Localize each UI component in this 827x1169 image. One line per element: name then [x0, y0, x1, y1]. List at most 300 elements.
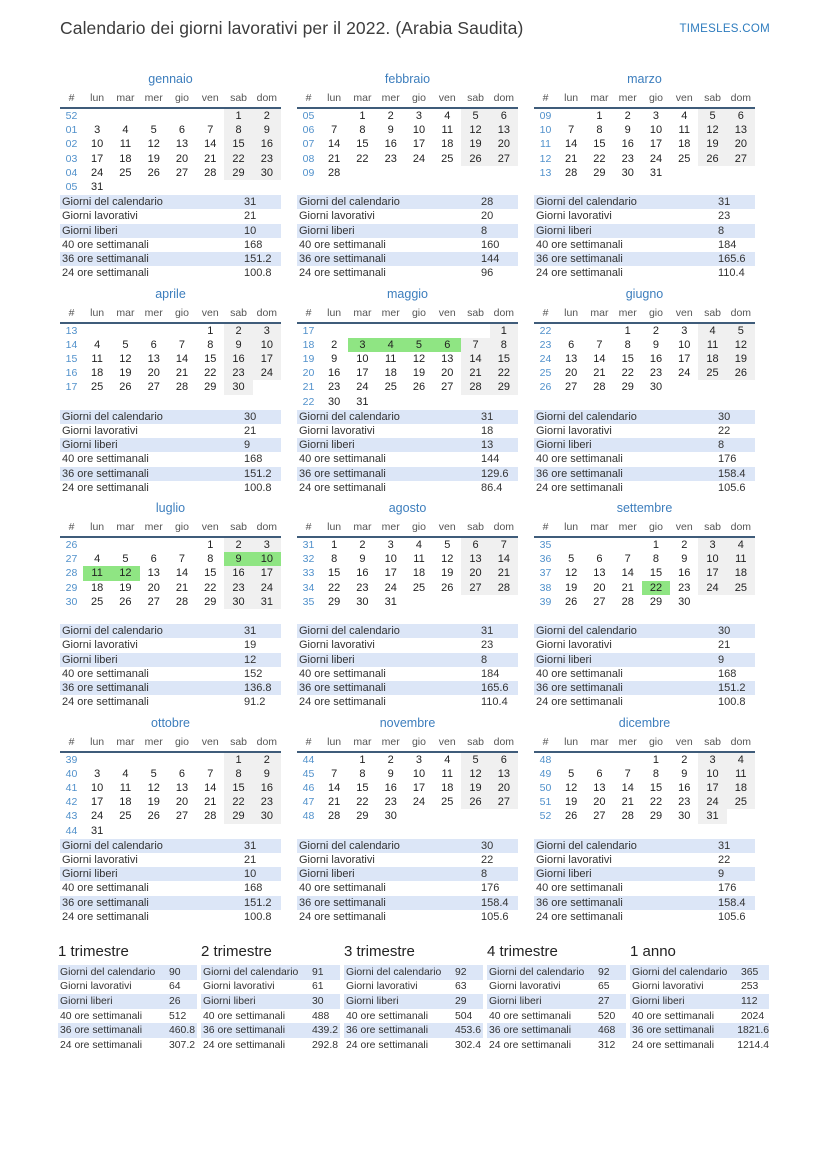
weekday-header: #: [534, 735, 557, 752]
month-stats-table: [534, 839, 755, 925]
stats-row: [297, 624, 518, 638]
day-cell: [433, 809, 461, 823]
stat-value: 9: [718, 868, 725, 881]
day-cell: 15: [649, 567, 663, 580]
day-cell: 3: [253, 323, 281, 338]
calendar-head: [297, 520, 518, 537]
weekday-header: dom: [727, 735, 755, 752]
weekday-header: gio: [168, 520, 196, 537]
week-row: [297, 795, 518, 809]
stat-value: 91.2: [244, 696, 266, 709]
weekday-header: sab: [698, 306, 726, 323]
stat-value: 21: [244, 424, 257, 437]
day-cell: 14: [593, 352, 606, 365]
stat-value: 31: [481, 625, 494, 637]
day-cell: 4: [122, 767, 129, 780]
day-cell: [433, 323, 461, 338]
stats-row: [534, 224, 755, 238]
stat-label: 24 ore settimanali: [299, 267, 386, 280]
week-number: 35: [302, 595, 315, 608]
day-cell: 24: [412, 796, 426, 809]
day-cell: 22: [593, 152, 606, 165]
stat-value: 12: [244, 653, 257, 666]
months-grid: [60, 70, 755, 928]
weekday-header: sab: [224, 306, 252, 323]
day-cell: [405, 595, 433, 609]
week-number: 29: [65, 581, 78, 594]
summary-label: 40 ore settimanali: [60, 1010, 143, 1022]
day-cell: 24: [698, 795, 726, 809]
day-cell: 9: [652, 338, 660, 351]
day-cell: 17: [91, 152, 104, 165]
day-cell: 13: [490, 123, 518, 137]
day-cell: [727, 809, 755, 823]
week-number: 51: [539, 796, 552, 809]
day-cell: [490, 595, 518, 609]
holiday-cell: 6: [433, 338, 461, 352]
day-cell: [320, 323, 348, 338]
week-number: 45: [302, 767, 315, 780]
summary-title: 1 trimestre: [58, 943, 129, 960]
day-cell: 19: [441, 567, 454, 580]
week-row: [297, 595, 518, 609]
week-row: [534, 552, 755, 566]
stat-label: Giorni del calendario: [62, 625, 163, 637]
day-cell: [196, 752, 224, 767]
day-cell: 14: [204, 138, 217, 151]
day-cell: 26: [412, 381, 426, 394]
day-cell: 22: [224, 152, 252, 166]
day-cell: 24: [698, 581, 726, 595]
stats-row: [297, 839, 518, 853]
day-cell: 17: [412, 138, 426, 151]
day-cell: [698, 380, 726, 394]
weekday-header: ven: [433, 520, 461, 537]
day-cell: 29: [649, 810, 663, 823]
weekday-header: dom: [253, 735, 281, 752]
summary-label: 24 ore settimanali: [203, 1039, 286, 1051]
day-cell: 16: [253, 137, 281, 151]
weekday-header: mar: [585, 520, 613, 537]
week-number: 52: [539, 810, 552, 823]
week-row: [534, 338, 755, 352]
holiday-cell: 3: [348, 338, 376, 352]
weekday-header: sab: [461, 735, 489, 752]
day-cell: 16: [356, 567, 369, 580]
day-cell: 19: [727, 352, 755, 366]
month-stats-body: [297, 410, 518, 496]
day-cell: 2: [224, 537, 252, 552]
week-row: [60, 566, 281, 580]
weekday-header: ven: [433, 91, 461, 108]
summary-row: [487, 965, 626, 980]
summary-label: 24 ore settimanali: [346, 1039, 429, 1051]
summary-row: [58, 965, 197, 980]
day-cell: 27: [175, 166, 189, 179]
day-cell: 22: [356, 796, 369, 809]
month-stats-body: [534, 839, 755, 925]
week-number: 26: [65, 539, 78, 551]
day-cell: 3: [698, 752, 726, 767]
week-number: 14: [65, 338, 78, 351]
week-number: 26: [539, 381, 552, 394]
day-cell: 5: [727, 323, 755, 338]
week-row: [534, 781, 755, 795]
day-cell: 14: [175, 352, 189, 365]
weekday-header: #: [297, 520, 320, 537]
day-cell: 4: [94, 338, 101, 351]
day-cell: 8: [224, 123, 252, 137]
stats-row: [60, 266, 281, 280]
weekday-header: mar: [111, 91, 139, 108]
day-cell: 27: [461, 581, 489, 595]
calendar-body: [60, 537, 281, 609]
stat-label: Giorni del calendario: [62, 196, 163, 208]
stat-value: 151.2: [718, 682, 746, 695]
weekday-header: gio: [405, 91, 433, 108]
day-cell: 31: [253, 595, 281, 609]
day-cell: 13: [461, 552, 489, 566]
day-cell: 25: [91, 595, 104, 608]
month-stats-body: [60, 839, 281, 925]
stat-label: 24 ore settimanali: [536, 696, 623, 709]
week-number: 17: [65, 381, 78, 394]
stat-value: 20: [481, 210, 494, 223]
stat-label: 40 ore settimanali: [62, 882, 149, 895]
week-row: [60, 108, 281, 123]
day-cell: 20: [593, 581, 606, 594]
stats-row: [60, 481, 281, 495]
stat-label: 40 ore settimanali: [536, 453, 623, 466]
calendar-table: [534, 91, 755, 180]
day-cell: 26: [698, 152, 726, 166]
week-row: [297, 366, 518, 380]
day-cell: 20: [175, 796, 189, 809]
stat-label: Giorni del calendario: [536, 625, 637, 637]
stats-row: [297, 438, 518, 452]
day-cell: 17: [698, 566, 726, 580]
week-row: [60, 137, 281, 151]
day-cell: 7: [624, 553, 631, 566]
stat-label: Giorni liberi: [62, 224, 118, 237]
day-cell: 30: [224, 380, 252, 394]
stat-label: 40 ore settimanali: [62, 453, 149, 466]
day-cell: [405, 395, 433, 409]
day-cell: 15: [224, 781, 252, 795]
week-number: 04: [65, 166, 78, 179]
summary-value: 468: [598, 1025, 616, 1037]
day-cell: 14: [328, 781, 341, 794]
stat-value: 21: [718, 639, 731, 652]
day-cell: 23: [328, 381, 341, 394]
week-row: [60, 795, 281, 809]
stats-row: [534, 638, 755, 652]
week-row: [60, 781, 281, 795]
stat-label: Giorni lavorativi: [62, 424, 138, 437]
month-stats-table: [297, 624, 518, 710]
summary-row: [344, 994, 483, 1009]
day-cell: 26: [565, 810, 578, 823]
holiday-cell: 10: [253, 552, 281, 566]
summary-value: 365: [741, 966, 759, 978]
stats-row: [60, 438, 281, 452]
week-row: [297, 380, 518, 394]
week-row: [60, 809, 281, 823]
stat-value: 23: [718, 210, 731, 223]
day-cell: 6: [178, 124, 186, 137]
day-cell: 14: [204, 781, 217, 794]
week-row: [60, 581, 281, 595]
stat-label: Giorni liberi: [299, 653, 355, 666]
summary-value: 112: [741, 995, 758, 1007]
day-cell: [405, 323, 433, 338]
day-cell: 7: [490, 537, 518, 552]
day-cell: 10: [698, 767, 726, 781]
day-cell: 11: [413, 553, 425, 566]
summary-value: 65: [598, 981, 610, 993]
day-cell: 2: [387, 753, 394, 766]
stat-label: 40 ore settimanali: [536, 667, 623, 680]
weekday-header: mer: [614, 91, 642, 108]
summary-row: [201, 980, 340, 995]
week-row: [297, 166, 518, 180]
weekday-header: dom: [253, 306, 281, 323]
day-cell: 30: [384, 810, 397, 823]
day-cell: 27: [593, 595, 606, 608]
summary-value: 292.8: [312, 1039, 339, 1051]
day-cell: 21: [175, 367, 189, 380]
day-cell: 13: [565, 352, 578, 365]
stats-row: [60, 653, 281, 667]
summary-value: 26: [169, 995, 181, 1007]
day-cell: 27: [490, 152, 518, 166]
stat-label: 24 ore settimanali: [62, 267, 149, 280]
day-cell: 4: [415, 539, 423, 551]
stats-row: [534, 252, 755, 266]
calendar-head: [534, 735, 755, 752]
weekday-header: dom: [490, 735, 518, 752]
day-cell: 18: [91, 581, 104, 594]
weekday-header: lun: [83, 91, 111, 108]
stats-row: [60, 238, 281, 252]
summary-value: 488: [312, 1010, 330, 1022]
stat-value: 10: [244, 868, 257, 881]
stats-row: [297, 209, 518, 223]
day-cell: 21: [175, 581, 189, 594]
brand-link[interactable]: TIMESLES.COM: [679, 23, 770, 35]
day-cell: 28: [175, 595, 189, 608]
day-cell: [727, 595, 755, 609]
weekday-header: ven: [196, 91, 224, 108]
weekday-header: lun: [320, 91, 348, 108]
weekday-header: gio: [642, 520, 670, 537]
day-cell: 18: [384, 367, 397, 380]
day-cell: 28: [204, 810, 217, 823]
stat-label: 40 ore settimanali: [62, 238, 149, 251]
weekday-header: dom: [490, 520, 518, 537]
calendar-head: [534, 91, 755, 108]
stat-label: Giorni lavorativi: [536, 210, 612, 223]
day-cell: 1: [596, 110, 603, 122]
day-cell: 27: [441, 381, 454, 394]
day-cell: 15: [593, 138, 606, 151]
week-number: 35: [539, 539, 552, 551]
weekday-header-row: [297, 520, 518, 537]
stats-row: [60, 867, 281, 881]
weekday-header: dom: [727, 520, 755, 537]
day-cell: 15: [204, 567, 217, 580]
day-cell: 29: [328, 595, 341, 608]
day-cell: 15: [224, 137, 252, 151]
summary-value: 29: [455, 995, 467, 1007]
week-number: 49: [539, 767, 552, 780]
week-number: 08: [302, 152, 315, 165]
day-cell: 14: [565, 138, 578, 151]
day-cell: 25: [384, 381, 397, 394]
stats-row: [297, 452, 518, 466]
day-cell: [433, 395, 461, 409]
calendar-body: [534, 323, 755, 395]
weekday-header: sab: [461, 306, 489, 323]
stat-value: 168: [244, 882, 263, 895]
weekday-header: lun: [83, 520, 111, 537]
weekday-header: lun: [557, 91, 585, 108]
stat-value: 8: [718, 224, 725, 237]
day-cell: 19: [565, 581, 578, 594]
day-cell: 21: [461, 366, 489, 380]
day-cell: 11: [698, 338, 726, 352]
day-cell: [585, 537, 613, 552]
day-cell: 19: [565, 796, 578, 809]
weekday-header: #: [534, 520, 557, 537]
week-row: [60, 595, 281, 609]
day-cell: 31: [91, 824, 104, 837]
day-cell: 3: [415, 753, 423, 766]
day-cell: 17: [91, 796, 104, 809]
stat-value: 8: [481, 224, 488, 237]
day-cell: [585, 752, 613, 767]
week-number: 47: [302, 796, 315, 809]
summary-value: 1214.4: [737, 1039, 769, 1051]
calendar-head: [60, 520, 281, 537]
day-cell: 16: [678, 567, 691, 580]
day-cell: 19: [147, 796, 160, 809]
day-cell: 12: [147, 781, 160, 794]
day-cell: 18: [91, 367, 104, 380]
day-cell: 8: [490, 338, 518, 352]
weekday-header: mer: [614, 520, 642, 537]
summary-value: 63: [455, 981, 467, 993]
stat-value: 105.6: [718, 481, 746, 494]
month-marzo: [534, 70, 755, 285]
calendar-table: [297, 520, 518, 609]
weekday-header: ven: [196, 306, 224, 323]
summary-title: 3 trimestre: [344, 943, 415, 960]
day-cell: 5: [122, 553, 129, 566]
stat-label: 40 ore settimanali: [299, 667, 386, 680]
summary-value: 92: [598, 966, 610, 978]
day-cell: 11: [384, 352, 397, 365]
day-cell: 6: [596, 553, 603, 566]
day-cell: 1: [207, 324, 214, 337]
weekday-header-row: [60, 520, 281, 537]
stats-row: [534, 410, 755, 424]
calendar-table: [534, 520, 755, 609]
summary-block: [58, 943, 197, 1053]
day-cell: 12: [698, 123, 726, 137]
month-stats-body: [297, 839, 518, 925]
stat-label: 24 ore settimanali: [299, 696, 386, 709]
week-number: 46: [302, 781, 315, 794]
day-cell: [168, 108, 196, 123]
week-row: [60, 380, 281, 394]
stat-label: 36 ore settimanali: [536, 467, 623, 480]
weekday-header: mar: [348, 306, 376, 323]
week-row: [297, 323, 518, 338]
day-cell: 3: [94, 124, 101, 137]
weekday-header: mer: [140, 306, 168, 323]
day-cell: [196, 824, 224, 838]
day-cell: 15: [328, 567, 341, 580]
day-cell: 9: [253, 123, 281, 137]
day-cell: 30: [253, 809, 281, 823]
week-number: 02: [65, 138, 78, 151]
stats-row: [534, 195, 755, 209]
day-cell: 8: [207, 553, 214, 566]
stat-value: 31: [481, 410, 494, 423]
calendar-area: [534, 72, 755, 195]
day-cell: 28: [621, 810, 634, 823]
stat-label: Giorni del calendario: [299, 839, 400, 852]
weekday-header: #: [60, 91, 83, 108]
month-stats-body: [534, 195, 755, 281]
day-cell: [253, 380, 281, 394]
stats-row: [60, 681, 281, 695]
stats-row: [534, 238, 755, 252]
month-agosto: [297, 499, 518, 714]
weekday-header: mar: [585, 91, 613, 108]
month-title: settembre: [616, 501, 673, 515]
day-cell: 2: [331, 338, 338, 351]
day-cell: 8: [596, 124, 603, 137]
stat-label: Giorni lavorativi: [536, 853, 612, 866]
week-row: [534, 380, 755, 394]
week-row: [534, 595, 755, 609]
day-cell: 10: [412, 767, 426, 780]
day-cell: 4: [698, 323, 726, 338]
stats-row: [297, 424, 518, 438]
stat-label: Giorni lavorativi: [299, 639, 375, 652]
week-row: [297, 767, 518, 781]
day-cell: 16: [621, 138, 634, 151]
day-cell: 16: [649, 352, 663, 365]
weekday-header: mar: [111, 306, 139, 323]
day-cell: 29: [490, 380, 518, 394]
summary-block: [344, 943, 483, 1053]
day-cell: 1: [490, 323, 518, 338]
summary-row: [344, 980, 483, 995]
day-cell: 12: [727, 338, 755, 352]
stat-label: Giorni liberi: [299, 868, 355, 881]
stat-value: 13: [481, 439, 494, 452]
calendar-head: [534, 520, 755, 537]
calendar-table: [534, 306, 755, 395]
summary-title: 2 trimestre: [201, 943, 272, 960]
stat-value: 100.8: [244, 481, 272, 494]
week-row: [60, 352, 281, 366]
day-cell: 7: [178, 338, 186, 351]
weekday-header: gio: [642, 306, 670, 323]
